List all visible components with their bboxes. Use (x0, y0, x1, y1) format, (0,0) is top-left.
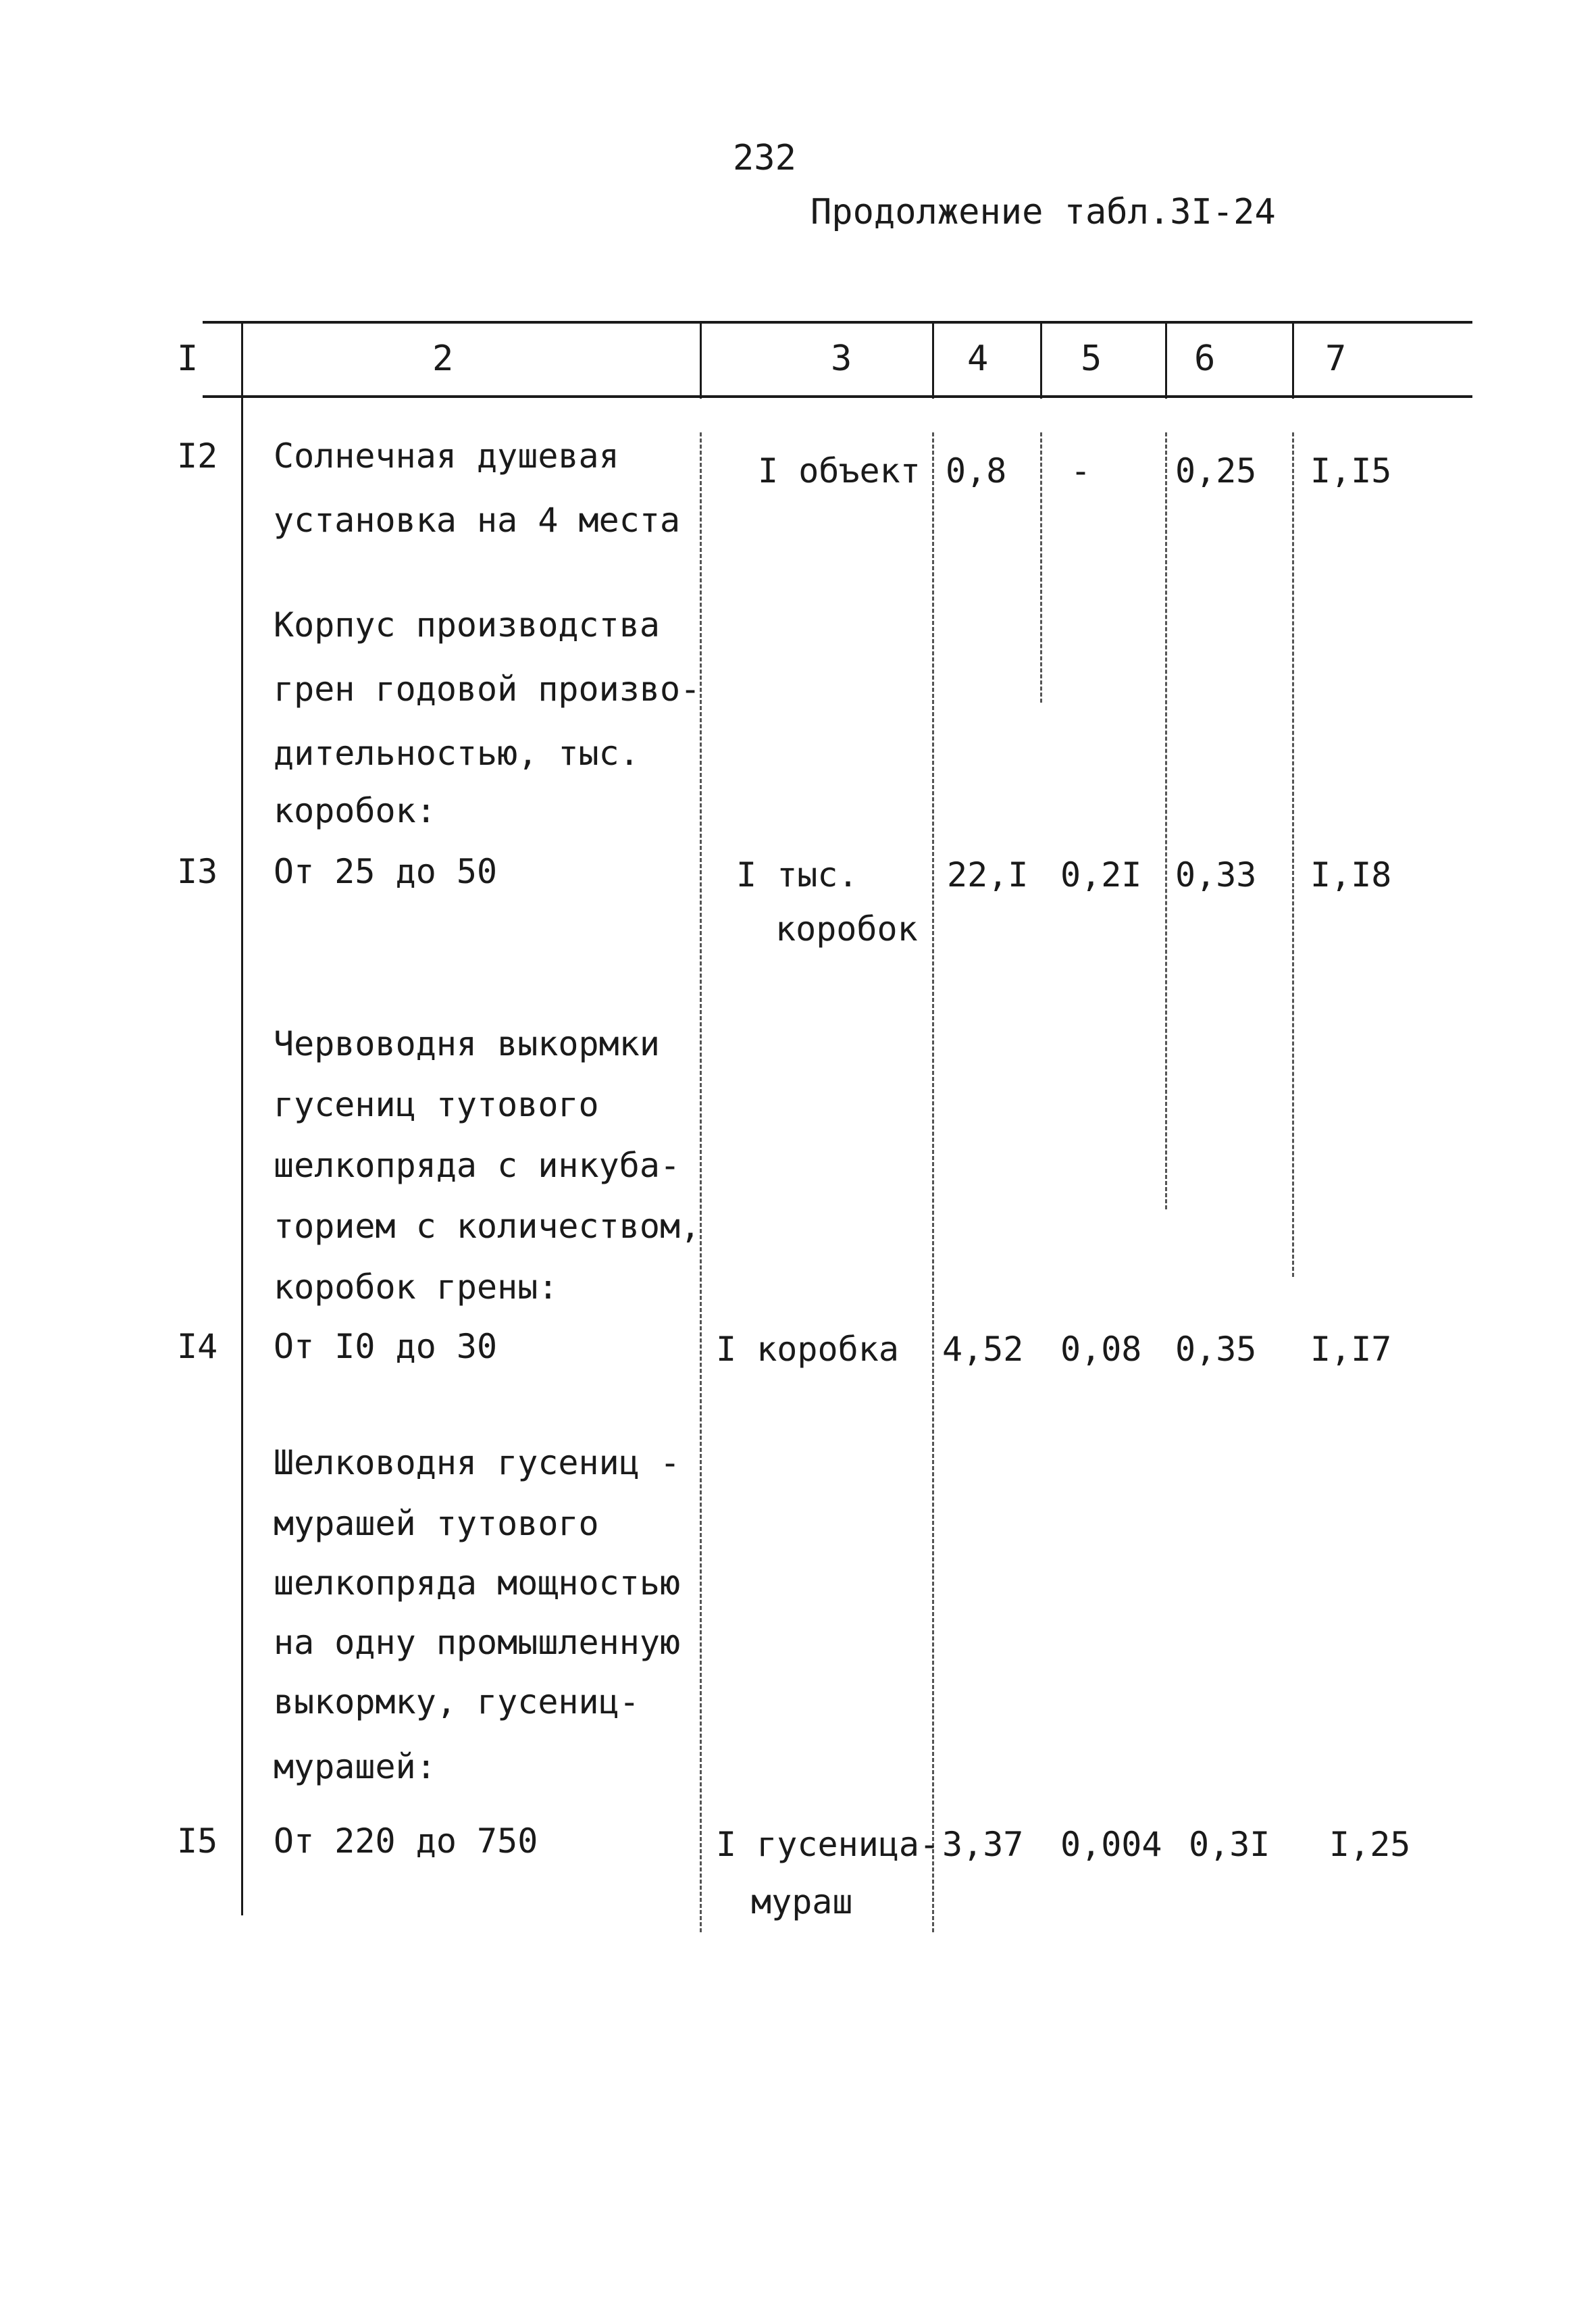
row-description-line: Шелководня гусениц - (274, 1443, 681, 1482)
row-value-col6: 0,33 (1175, 855, 1257, 895)
row-description-line: дительностью, тыс. (274, 734, 640, 773)
header-bottom-rule (203, 395, 1472, 398)
column-header: 4 (967, 338, 989, 379)
column-header: I (177, 338, 199, 379)
row-description-line: гусениц тутового (274, 1085, 599, 1124)
row-value-col7: I,I5 (1310, 451, 1392, 491)
row-value-col5: 0,08 (1060, 1330, 1142, 1369)
column-separator (932, 321, 934, 399)
column-separator (1040, 321, 1042, 399)
row-description-line: От 25 до 50 (274, 852, 498, 891)
table-top-rule (203, 321, 1472, 324)
column-separator (1292, 321, 1294, 399)
column-header: 5 (1081, 338, 1102, 379)
row-description-line: торием с количеством, (274, 1207, 701, 1246)
row-unit-line: I коробка (716, 1330, 899, 1369)
row-value-col6: 0,3I (1189, 1825, 1270, 1864)
column-separator (1165, 321, 1167, 399)
row-description-line: От I0 до 30 (274, 1327, 498, 1366)
row-description-line: коробок грены: (274, 1267, 559, 1307)
row-value-col7: I,I7 (1310, 1330, 1392, 1369)
row-unit-line: I объект (758, 451, 921, 491)
row-description-line: шелкопряда мощностью (274, 1563, 681, 1603)
row-number: I4 (177, 1327, 218, 1366)
row-description-line: на одну промышленную (274, 1623, 681, 1662)
column-header: 7 (1325, 338, 1347, 379)
column-separator (1292, 432, 1294, 1277)
row-description-line: мурашей тутового (274, 1504, 599, 1543)
table-caption: Продолжение табл.3I-24 (810, 192, 1276, 232)
row-unit-line: I гусеница- (716, 1825, 940, 1864)
row-value-col6: 0,35 (1175, 1330, 1257, 1369)
column-separator (700, 432, 702, 1932)
row-unit-line: коробок (775, 909, 918, 949)
column-separator (1165, 432, 1167, 1209)
column-header: 2 (432, 338, 454, 379)
row-number: I5 (177, 1821, 218, 1861)
row-value-col5: - (1071, 451, 1091, 491)
row-description-line: выкормку, гусениц- (274, 1682, 640, 1721)
row-value-col4: 4,52 (942, 1330, 1024, 1369)
row-number: I3 (177, 852, 218, 891)
row-value-col5: 0,2I (1060, 855, 1142, 895)
row-number: I2 (177, 436, 218, 476)
row-description-line: Червоводня выкормки (274, 1024, 660, 1063)
row-value-col4: 0,8 (946, 451, 1007, 491)
row-unit-line: I тыс. (736, 855, 858, 895)
column-separator (1040, 432, 1042, 703)
row-description-line: шелкопряда с инкуба- (274, 1146, 681, 1185)
page-number: 232 (733, 138, 796, 178)
column-header: 3 (831, 338, 852, 379)
column-separator (932, 432, 934, 1932)
row-value-col4: 3,37 (942, 1825, 1024, 1864)
row-description-line: грен годовой произво- (274, 670, 701, 709)
row-description-line: коробок: (274, 791, 436, 830)
row-unit-line: мураш (751, 1882, 853, 1921)
row-description-line: установка на 4 места (274, 501, 681, 540)
column-separator (700, 321, 702, 399)
row-description-line: мурашей: (274, 1747, 436, 1786)
column-separator (241, 321, 243, 1915)
row-value-col5: 0,004 (1060, 1825, 1162, 1864)
row-value-col4: 22,I (947, 855, 1029, 895)
column-header: 6 (1194, 338, 1216, 379)
row-description-line: От 220 до 750 (274, 1821, 538, 1861)
row-value-col7: I,25 (1329, 1825, 1411, 1864)
row-value-col7: I,I8 (1310, 855, 1392, 895)
row-value-col6: 0,25 (1175, 451, 1257, 491)
row-description-line: Корпус производства (274, 605, 660, 645)
row-description-line: Солнечная душевая (274, 436, 619, 476)
